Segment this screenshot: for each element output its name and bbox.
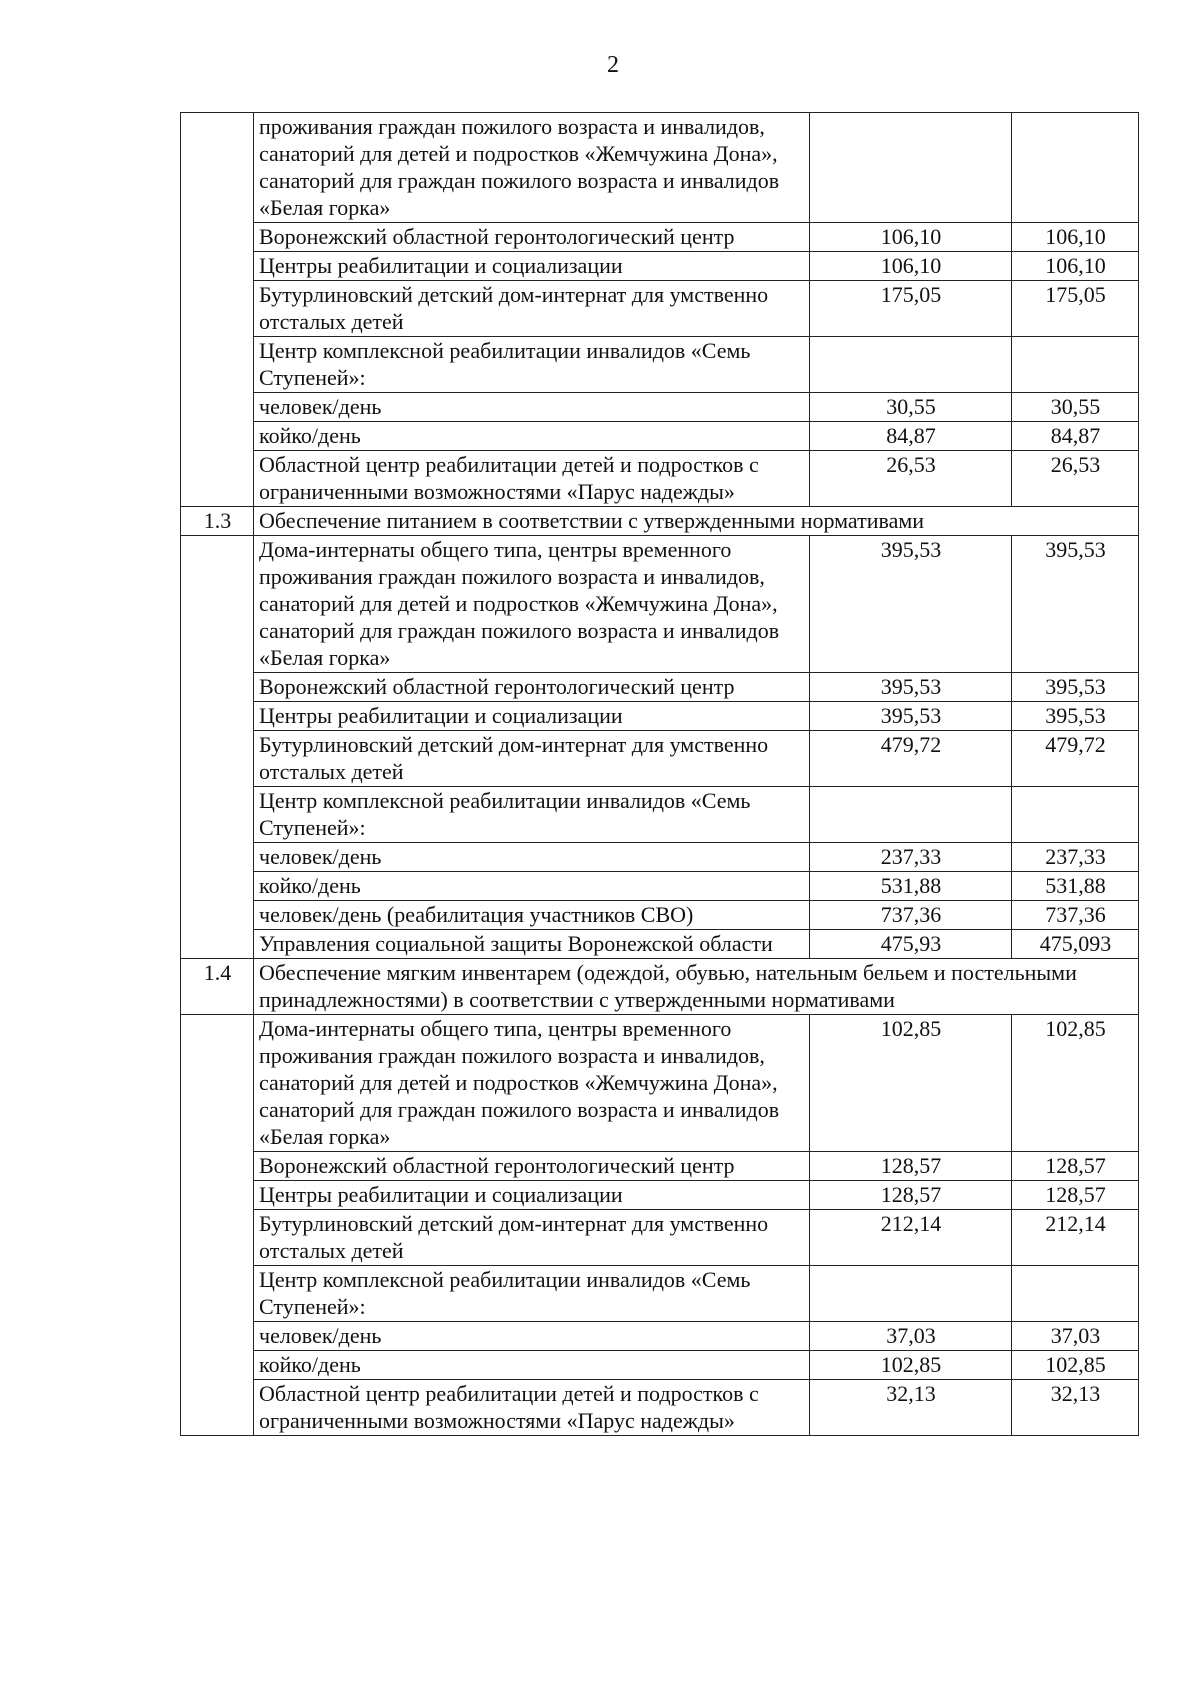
value-cell: 175,05 — [810, 281, 1012, 337]
table-row — [181, 113, 1139, 223]
institution-name: Управления социальной защиты Воронежской области — [254, 930, 810, 959]
value-cell: 395,53 — [810, 536, 1012, 673]
section-number: 1.4 — [181, 959, 254, 1015]
institution-name: койко/день — [254, 1351, 810, 1380]
table-row — [181, 1322, 1139, 1351]
institution-name: Центры реабилитации и социализации — [254, 1181, 810, 1210]
value-cell: 128,57 — [1012, 1152, 1139, 1181]
value-cell: 30,55 — [1012, 393, 1139, 422]
table-row — [181, 1351, 1139, 1380]
value-cell: 395,53 — [1012, 673, 1139, 702]
table-row — [181, 1152, 1139, 1181]
institution-name: Воронежский областной геронтологический центр — [254, 223, 810, 252]
row-number-cell — [181, 113, 254, 507]
section-title: Обеспечение мягким инвентарем (одеждой, обувью, нательным бельем и постельными принадлежностями) в соответствии с утвержденными нормативами — [254, 959, 1139, 1015]
value-cell: 37,03 — [1012, 1322, 1139, 1351]
value-cell: 237,33 — [1012, 843, 1139, 872]
value-cell — [810, 113, 1012, 223]
institution-name: Областной центр реабилитации детей и подростков с ограниченными возможностями «Парус надежды» — [254, 1380, 810, 1436]
institution-name: койко/день — [254, 872, 810, 901]
institution-name: Центр комплексной реабилитации инвалидов «Семь Ступеней»: — [254, 1266, 810, 1322]
table-row — [181, 337, 1139, 393]
value-cell: 26,53 — [810, 451, 1012, 507]
value-cell: 32,13 — [810, 1380, 1012, 1436]
value-cell: 102,85 — [810, 1015, 1012, 1152]
institution-name: Центр комплексной реабилитации инвалидов «Семь Ступеней»: — [254, 787, 810, 843]
value-cell: 106,10 — [1012, 252, 1139, 281]
value-cell — [810, 1266, 1012, 1322]
value-cell: 395,53 — [810, 673, 1012, 702]
value-cell: 531,88 — [810, 872, 1012, 901]
table-row — [181, 451, 1139, 507]
institution-name: Бутурлиновский детский дом-интернат для умственно отсталых детей — [254, 281, 810, 337]
value-cell: 212,14 — [1012, 1210, 1139, 1266]
value-cell — [1012, 337, 1139, 393]
table-row — [181, 1015, 1139, 1152]
value-cell: 479,72 — [1012, 731, 1139, 787]
table-row — [181, 252, 1139, 281]
value-cell: 30,55 — [810, 393, 1012, 422]
section-title: Обеспечение питанием в соответствии с утвержденными нормативами — [254, 507, 1139, 536]
table-row — [181, 843, 1139, 872]
table-row — [181, 1266, 1139, 1322]
value-cell: 106,10 — [810, 252, 1012, 281]
table-row — [181, 702, 1139, 731]
table-row — [181, 1210, 1139, 1266]
value-cell — [1012, 1266, 1139, 1322]
table-row — [181, 536, 1139, 673]
value-cell: 102,85 — [810, 1351, 1012, 1380]
table-row — [181, 787, 1139, 843]
table-row — [181, 281, 1139, 337]
row-number-cell — [181, 536, 254, 959]
institution-name: человек/день — [254, 393, 810, 422]
table-row — [181, 731, 1139, 787]
institution-name: Дома-интернаты общего типа, центры временного проживания граждан пожилого возраста и инвалидов, санаторий для детей и подростков «Жемчужина Дона», санаторий для граждан пожилого возраста и инвалидов «Белая горка» — [254, 536, 810, 673]
institution-name: Воронежский областной геронтологический центр — [254, 673, 810, 702]
value-cell — [810, 337, 1012, 393]
table-row — [181, 872, 1139, 901]
institution-name: Центр комплексной реабилитации инвалидов «Семь Ступеней»: — [254, 337, 810, 393]
value-cell: 128,57 — [810, 1152, 1012, 1181]
institution-name: Бутурлиновский детский дом-интернат для умственно отсталых детей — [254, 731, 810, 787]
table-row — [181, 422, 1139, 451]
section-header-row — [181, 507, 1139, 536]
value-cell: 212,14 — [810, 1210, 1012, 1266]
institution-name: человек/день (реабилитация участников СВО) — [254, 901, 810, 930]
value-cell: 395,53 — [1012, 536, 1139, 673]
institution-name: Центры реабилитации и социализации — [254, 702, 810, 731]
section-number: 1.3 — [181, 507, 254, 536]
institution-name: человек/день — [254, 843, 810, 872]
table-row — [181, 223, 1139, 252]
value-cell: 26,53 — [1012, 451, 1139, 507]
value-cell: 106,10 — [1012, 223, 1139, 252]
value-cell: 84,87 — [810, 422, 1012, 451]
institution-name: человек/день — [254, 1322, 810, 1351]
value-cell — [810, 787, 1012, 843]
value-cell: 84,87 — [1012, 422, 1139, 451]
institution-name: Центры реабилитации и социализации — [254, 252, 810, 281]
value-cell: 737,36 — [810, 901, 1012, 930]
value-cell — [1012, 787, 1139, 843]
section-header-row — [181, 959, 1139, 1015]
table-row — [181, 393, 1139, 422]
value-cell — [1012, 113, 1139, 223]
table-row — [181, 930, 1139, 959]
value-cell: 475,93 — [810, 930, 1012, 959]
table-row — [181, 1380, 1139, 1436]
institution-name: Дома-интернаты общего типа, центры временного проживания граждан пожилого возраста и инвалидов, санаторий для детей и подростков «Жемчужина Дона», санаторий для граждан пожилого возраста и инвалидов «Белая горка» — [254, 1015, 810, 1152]
value-cell: 175,05 — [1012, 281, 1139, 337]
value-cell: 102,85 — [1012, 1351, 1139, 1380]
value-cell: 128,57 — [1012, 1181, 1139, 1210]
institution-name: Воронежский областной геронтологический центр — [254, 1152, 810, 1181]
value-cell: 395,53 — [810, 702, 1012, 731]
value-cell: 479,72 — [810, 731, 1012, 787]
table-row — [181, 673, 1139, 702]
page-number: 2 — [607, 52, 619, 78]
value-cell: 237,33 — [810, 843, 1012, 872]
institution-name: Бутурлиновский детский дом-интернат для умственно отсталых детей — [254, 1210, 810, 1266]
institution-name: Областной центр реабилитации детей и подростков с ограниченными возможностями «Парус надежды» — [254, 451, 810, 507]
table-row — [181, 901, 1139, 930]
value-cell: 395,53 — [1012, 702, 1139, 731]
value-cell: 32,13 — [1012, 1380, 1139, 1436]
institution-name: койко/день — [254, 422, 810, 451]
table-row — [181, 1181, 1139, 1210]
value-cell: 106,10 — [810, 223, 1012, 252]
value-cell: 531,88 — [1012, 872, 1139, 901]
value-cell: 475,093 — [1012, 930, 1139, 959]
row-number-cell — [181, 1015, 254, 1436]
value-cell: 128,57 — [810, 1181, 1012, 1210]
institution-name: проживания граждан пожилого возраста и инвалидов, санаторий для детей и подростков «Жемчужина Дона», санаторий для граждан пожилого возраста и инвалидов «Белая горка» — [254, 113, 810, 223]
value-cell: 737,36 — [1012, 901, 1139, 930]
value-cell: 102,85 — [1012, 1015, 1139, 1152]
value-cell: 37,03 — [810, 1322, 1012, 1351]
tariff-table — [180, 112, 1139, 1436]
